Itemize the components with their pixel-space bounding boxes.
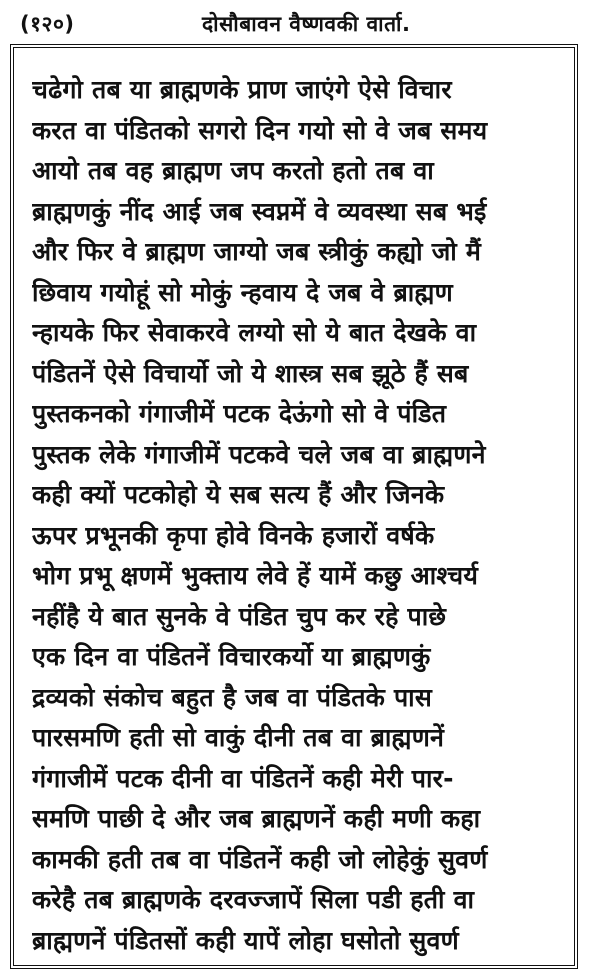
text-line: चढेगो तब या ब्राह्मणके प्राण जाएंगे ऐसे विचार <box>32 75 452 104</box>
body-text <box>32 70 560 961</box>
text-line: समणि पाछी दे और जब ब्राह्मणनें कही मणी कहा <box>32 804 481 833</box>
text-line: नहींहै ये बात सुनके वे पंडित चुप कर रहे पाछे <box>32 601 447 631</box>
text-line: छिवाय गयोहूं सो मोकुं न्हवाय दे जब वे ब्राह्मण <box>32 277 453 307</box>
text-line: पुस्तकनको गंगाजीमें पटक देऊंगो सो वे पंडित <box>32 399 447 428</box>
text-line: भोग प्रभू क्षणमें भुक्ताय लेवे हें यामें कछु आश्चर्य <box>32 561 479 590</box>
text-line: एक दिन वा पंडितनें विचारकर्यो या ब्राह्मणकुं <box>32 642 431 671</box>
text-line: पंडितनें ऐसे विचार्यो जो ये शास्त्र सब झूठे हैं सब <box>32 358 469 388</box>
text-line: करत वा पंडितको सगरो दिन गयो सो वे जब समय <box>32 115 488 145</box>
text-line: पारसमणि हती सो वाकुं दीनी तब वा ब्राह्मणनें <box>32 723 445 752</box>
page-header <box>14 8 586 44</box>
running-title: दोसौबावन वैष्णवकी वार्ता. <box>202 12 411 36</box>
text-line: और फिर वे ब्राह्मण जाग्यो जब स्त्रीकुं कह्यो जो मैं <box>32 237 482 266</box>
text-line: द्रव्यको संकोच बहुत है जब वा पंडितके पास <box>32 682 432 712</box>
text-line: गंगाजीमें पटक दीनी वा पंडितनें कही मेरी पार- <box>32 763 454 793</box>
text-line: ब्राह्मणकुं नींद आई जब स्वप्नमें वे व्यवस्था सब भई <box>32 196 487 226</box>
text-line: पुस्तक लेके गंगाजीमें पटकवे चले जब वा ब्राह्मणने <box>32 439 486 469</box>
text-line: आयो तब वह ब्राह्मण जप करतो हतो तब वा <box>32 156 434 185</box>
page-number: (१२०) <box>20 12 75 36</box>
text-line: कामकी हती तब वा पंडितनें कही जो लोहेकुं सुवर्ण <box>32 844 488 874</box>
text-line: कही क्यों पटकोहो ये सब सत्य हैं और जिनके <box>32 480 445 509</box>
text-line: न्हायके फिर सेवाकरवे लग्यो सो ये बात देखके वा <box>32 318 477 347</box>
text-line: ब्राह्मणनें पंडितसों कही यापें लोहा घसोतो सुवर्ण <box>32 925 459 955</box>
text-frame <box>10 44 578 969</box>
text-line: ऊपर प्रभूनकी कृपा होवे विनके हजारों वर्षके <box>32 520 435 550</box>
text-line: करेहै तब ब्राह्मणके दरवज्जापें सिला पडी हती वा <box>32 885 475 914</box>
